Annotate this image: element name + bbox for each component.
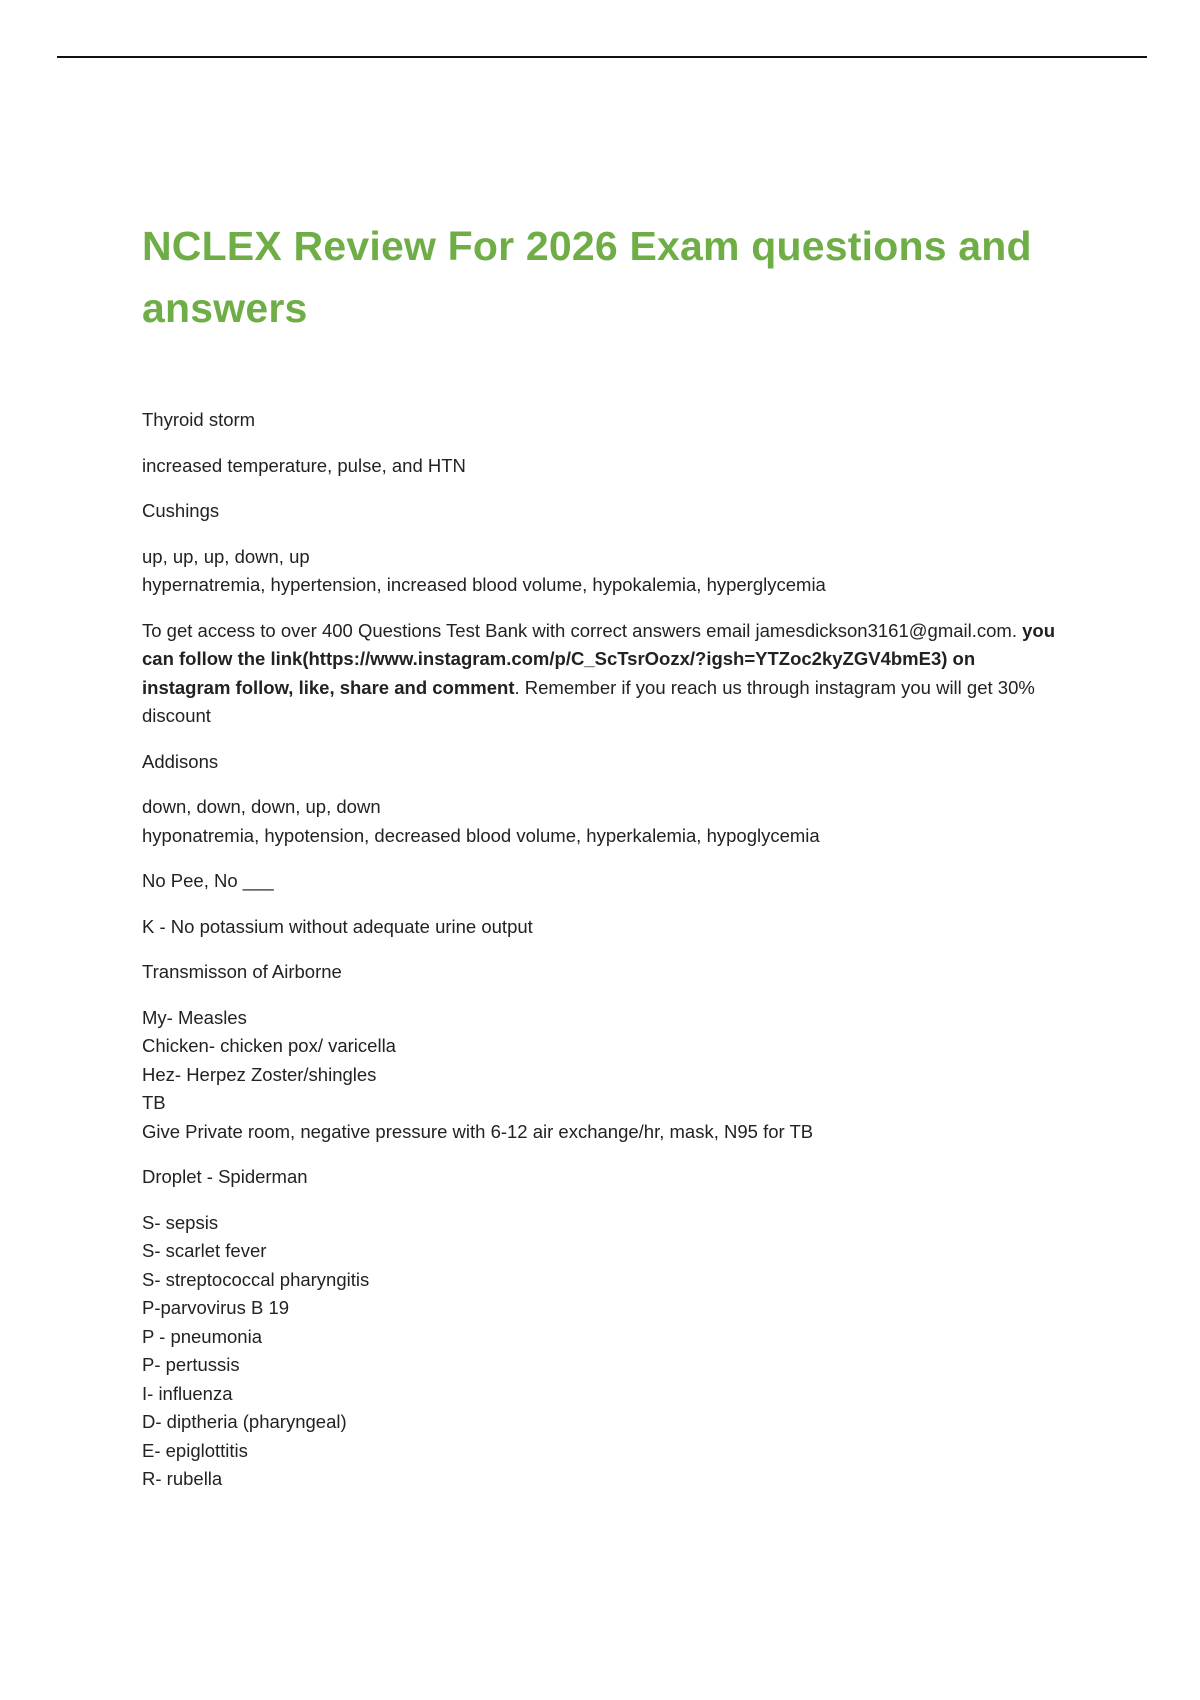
document-page <box>142 215 1062 1511</box>
paragraph <box>142 1004 1062 1147</box>
text-line: My- Measles <box>142 1006 247 1028</box>
document-title: NCLEX Review For 2026 Exam questions and answers <box>142 223 1032 331</box>
paragraph <box>142 452 1062 481</box>
text-line: P-parvovirus B 19 <box>142 1297 290 1318</box>
text-line: No Pee, No ___ <box>142 870 274 891</box>
paragraph <box>142 793 1062 850</box>
text-line: P - pneumonia <box>142 1325 262 1347</box>
text-line: K - No potassium without adequate urine output <box>142 915 533 937</box>
paragraph <box>142 748 1062 777</box>
paragraph <box>142 1209 1062 1494</box>
text-line: up, up, up, down, up <box>142 545 310 567</box>
text-line: I- influenza <box>142 1382 233 1404</box>
header-rule <box>57 56 1147 58</box>
text-line: S- sepsis <box>142 1211 219 1233</box>
text-line: Thyroid storm <box>142 409 256 430</box>
text-line: hyponatremia, hypotension, decreased blood volume, hyperkalemia, hypoglycemia <box>142 824 820 846</box>
text-line: E- epiglottitis <box>142 1439 248 1461</box>
text-line: Give Private room, negative pressure with 6-12 air exchange/hr, mask, N95 for TB <box>142 1120 814 1142</box>
text-line: Droplet - Spiderman <box>142 1166 308 1187</box>
text-line: Addisons <box>142 750 219 772</box>
text-line: Transmisson of Airborne <box>142 961 342 982</box>
promo-text: To get access to over 400 Questions Test Bank with correct answers email jamesdickson3161@gmail.com. <box>142 619 1023 641</box>
paragraph <box>142 913 1062 942</box>
paragraph <box>142 543 1062 600</box>
text-line: P- pertussis <box>142 1354 240 1375</box>
text-line: D- diptheria (pharyngeal) <box>142 1411 347 1432</box>
text-line: increased temperature, pulse, and HTN <box>142 454 466 476</box>
promo-instagram-link-text: you can follow the link(https://www.instagram.com/p/C_ScTsrOozx/?igsh=YTZoc2kyZGV4bmE3) on instagram follow, like, share and comment <box>142 619 1056 698</box>
promo-paragraph <box>142 617 1062 731</box>
paragraph <box>142 867 1062 896</box>
text-line: Chicken- chicken pox/ varicella <box>142 1035 396 1056</box>
text-line: down, down, down, up, down <box>142 796 381 817</box>
paragraph <box>142 497 1062 526</box>
text-line: S- scarlet fever <box>142 1240 267 1261</box>
text-line: S- streptococcal pharyngitis <box>142 1268 370 1290</box>
document-body <box>142 406 1062 1494</box>
promo-discount-text: . Remember if you reach us through instagram you will get 30% discount <box>142 676 1035 726</box>
paragraph <box>142 958 1062 987</box>
paragraph <box>142 1163 1062 1192</box>
text-line: Cushings <box>142 500 220 521</box>
paragraph <box>142 406 1062 435</box>
text-line: hypernatremia, hypertension, increased blood volume, hypokalemia, hyperglycemia <box>142 574 826 595</box>
text-line: TB <box>142 1092 166 1113</box>
text-line: Hez- Herpez Zoster/shingles <box>142 1063 377 1085</box>
text-line: R- rubella <box>142 1468 223 1489</box>
